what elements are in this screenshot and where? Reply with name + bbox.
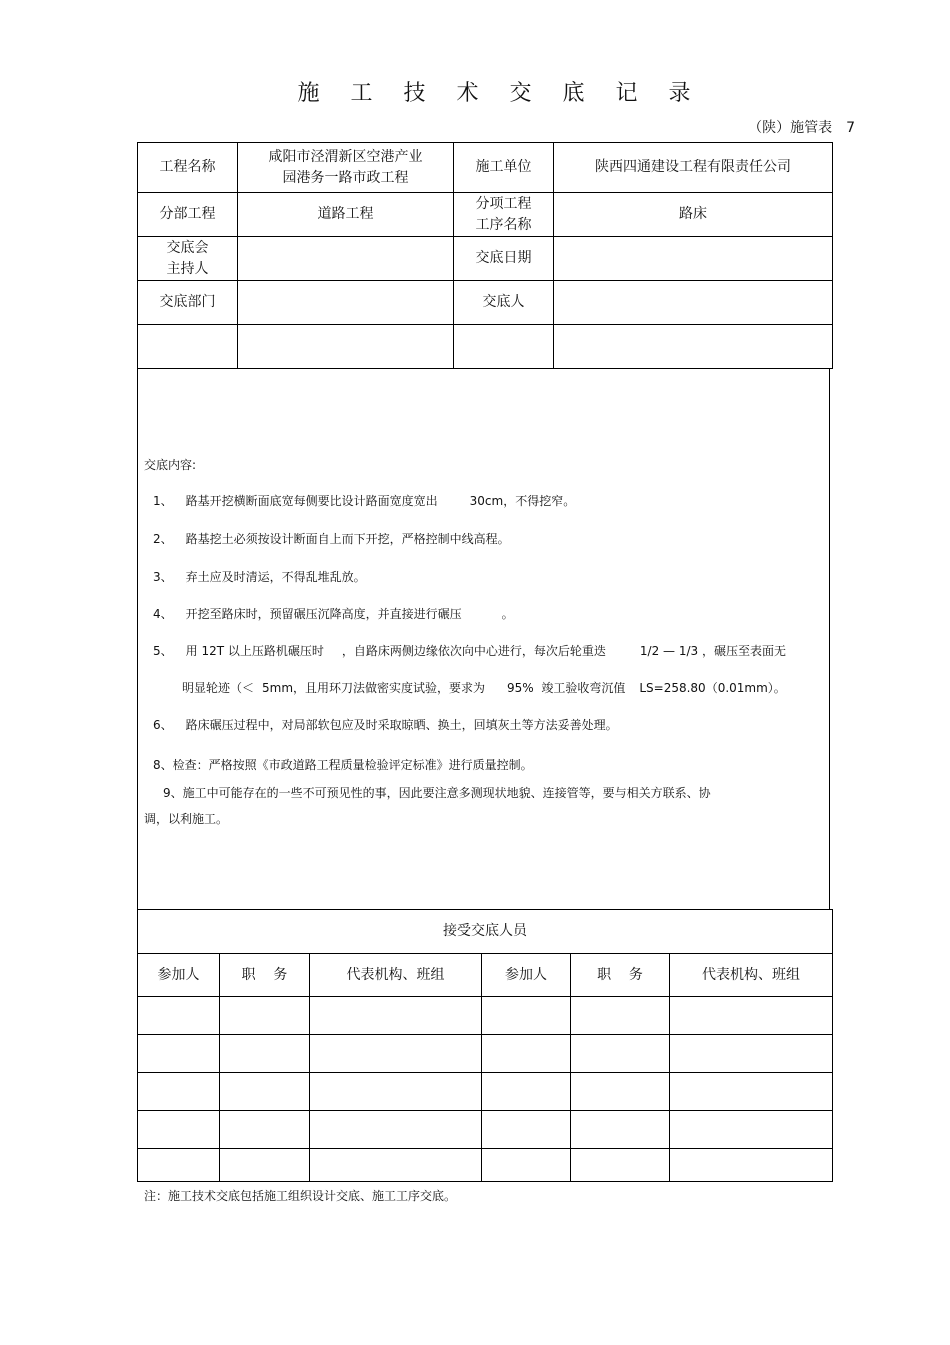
content-item-5	[153, 642, 786, 659]
form-number-label: （陕）施管表	[748, 120, 833, 136]
presenter-label: 交底人	[454, 281, 554, 325]
table-cell[interactable]	[571, 1149, 670, 1182]
item-number: 4、	[153, 607, 173, 621]
table-row	[138, 997, 833, 1035]
item-number: 6、	[153, 718, 173, 732]
table-cell[interactable]	[220, 1111, 310, 1149]
content-item-2	[153, 530, 510, 547]
table-cell[interactable]	[571, 997, 670, 1035]
host-value[interactable]	[238, 237, 454, 281]
table-cell[interactable]	[310, 1073, 482, 1111]
column-header-participant: 参加人	[482, 954, 571, 997]
item-text: 检查：严格按照《市政道路工程质量检验评定标准》进行质量控制。	[172, 758, 533, 772]
handover-content-box	[137, 368, 830, 909]
column-header-organization: 代表机构、班组	[670, 954, 833, 997]
table-cell[interactable]	[571, 1111, 670, 1149]
table-cell[interactable]	[310, 1111, 482, 1149]
item-text: 施工中可能存在的一些不可预见性的事，因此要注意多测现状地貌、连接管等，要与相关方联系、协	[182, 786, 711, 800]
table-cell[interactable]	[138, 1149, 220, 1182]
receivers-table	[137, 909, 833, 1182]
item-text: 开挖至路床时，预留碾压沉降高度，并直接进行碾压	[185, 607, 462, 621]
item-number: 5、	[153, 644, 173, 658]
content-item-3	[153, 568, 366, 585]
division-label: 分部工程	[138, 193, 238, 237]
table-cell[interactable]	[670, 997, 833, 1035]
receivers-title: 接受交底人员	[138, 910, 833, 954]
item-text: 30cm	[469, 494, 504, 508]
table-row	[138, 1073, 833, 1111]
table-cell[interactable]	[138, 1111, 220, 1149]
subitem-value[interactable]: 路床	[554, 193, 833, 237]
column-header-organization: 代表机构、班组	[310, 954, 482, 997]
form-number	[748, 117, 855, 137]
department-label: 交底部门	[138, 281, 238, 325]
blank-cell[interactable]	[138, 325, 238, 369]
item-text: 明显轮迹（＜	[182, 681, 255, 695]
blank-cell[interactable]	[238, 325, 454, 369]
column-header-participant: 参加人	[138, 954, 220, 997]
table-cell[interactable]	[220, 1035, 310, 1073]
department-value[interactable]	[238, 281, 454, 325]
project-name-line2: 园港务一路市政工程	[282, 169, 409, 186]
division-value[interactable]: 道路工程	[238, 193, 454, 237]
construction-unit-value[interactable]: 陕西四通建设工程有限责任公司	[554, 143, 833, 193]
item-number: 3、	[153, 570, 173, 584]
item-text: 路基挖土必须按设计断面自上而下开挖，严格控制中线高程。	[185, 532, 510, 546]
subitem-label-line2: 工序名称	[475, 216, 532, 233]
content-item-1	[153, 492, 575, 509]
host-label-line1: 交底会	[166, 239, 209, 256]
item-text: 弃土应及时清运，不得乱堆乱放。	[185, 570, 366, 584]
table-cell[interactable]	[310, 1149, 482, 1182]
project-name-label: 工程名称	[138, 143, 238, 193]
content-heading: 交底内容:	[144, 458, 197, 472]
table-cell[interactable]	[220, 1149, 310, 1182]
table-cell[interactable]	[220, 997, 310, 1035]
content-item-4	[153, 605, 514, 622]
table-cell[interactable]	[310, 1035, 482, 1073]
item-text: ，不得挖窄。	[503, 494, 576, 508]
subitem-label-line1: 分项工程	[475, 195, 532, 212]
host-label	[138, 237, 238, 281]
table-cell[interactable]	[482, 1111, 571, 1149]
date-label: 交底日期	[454, 237, 554, 281]
item-text: 5mm，且用环刀法做密实度试验，要求为	[262, 681, 486, 695]
presenter-value[interactable]	[554, 281, 833, 325]
table-cell[interactable]	[310, 997, 482, 1035]
table-cell[interactable]	[670, 1035, 833, 1073]
table-cell[interactable]	[482, 1149, 571, 1182]
table-cell[interactable]	[670, 1149, 833, 1182]
content-item-8	[153, 756, 533, 773]
header-table	[137, 142, 833, 369]
item-text: ，自路床两侧边缘依次向中心进行，每次后轮重迭	[341, 644, 606, 658]
document-title: 施 工 技 术 交 底 记 录	[297, 81, 703, 106]
table-cell[interactable]	[670, 1073, 833, 1111]
content-item-9-cont: 调，以利施工。	[144, 812, 229, 826]
column-header-position: 职 务	[571, 954, 670, 997]
item-text: LS=258.80（0.01mm）。	[639, 681, 786, 695]
project-name-line1: 咸阳市泾渭新区空港产业	[268, 148, 423, 165]
column-header-position: 职 务	[220, 954, 310, 997]
item-text: 路床碾压过程中，对局部软包应及时采取晾晒、换土，回填灰土等方法妥善处理。	[185, 718, 618, 732]
blank-cell[interactable]	[554, 325, 833, 369]
blank-cell[interactable]	[454, 325, 554, 369]
item-number: 2、	[153, 532, 173, 546]
table-row	[138, 1149, 833, 1182]
host-label-line2: 主持人	[166, 260, 209, 277]
item-text: 1/2 — 1/3 ，碾压至表面无	[639, 644, 786, 658]
content-item-6	[153, 716, 618, 733]
table-cell[interactable]	[138, 1035, 220, 1073]
item-number: 1、	[153, 494, 173, 508]
construction-unit-label: 施工单位	[454, 143, 554, 193]
item-number: 9、	[163, 786, 183, 800]
item-text: 用 12T 以上压路机碾压时	[185, 644, 324, 658]
content-item-9	[163, 784, 711, 801]
table-cell[interactable]	[482, 997, 571, 1035]
form-number-value: 7	[846, 120, 855, 136]
table-cell[interactable]	[571, 1073, 670, 1111]
table-cell[interactable]	[220, 1073, 310, 1111]
table-cell[interactable]	[670, 1111, 833, 1149]
table-cell[interactable]	[138, 1073, 220, 1111]
content-item-5-cont	[182, 679, 786, 696]
project-name-value[interactable]	[238, 143, 454, 193]
table-cell[interactable]	[138, 997, 220, 1035]
item-number: 8、	[153, 758, 173, 772]
table-cell[interactable]	[571, 1035, 670, 1073]
date-value[interactable]	[554, 237, 833, 281]
table-cell[interactable]	[482, 1035, 571, 1073]
table-cell[interactable]	[482, 1073, 571, 1111]
table-row	[138, 1035, 833, 1073]
item-text: 路基开挖横断面底宽每侧要比设计路面宽度宽出	[185, 494, 438, 508]
table-row	[138, 1111, 833, 1149]
item-text: 95% 竣工验收弯沉值	[507, 681, 626, 695]
item-text: 。	[501, 607, 514, 621]
footnote: 注：施工技术交底包括施工组织设计交底、施工工序交底。	[144, 1189, 457, 1203]
subitem-label	[454, 193, 554, 237]
